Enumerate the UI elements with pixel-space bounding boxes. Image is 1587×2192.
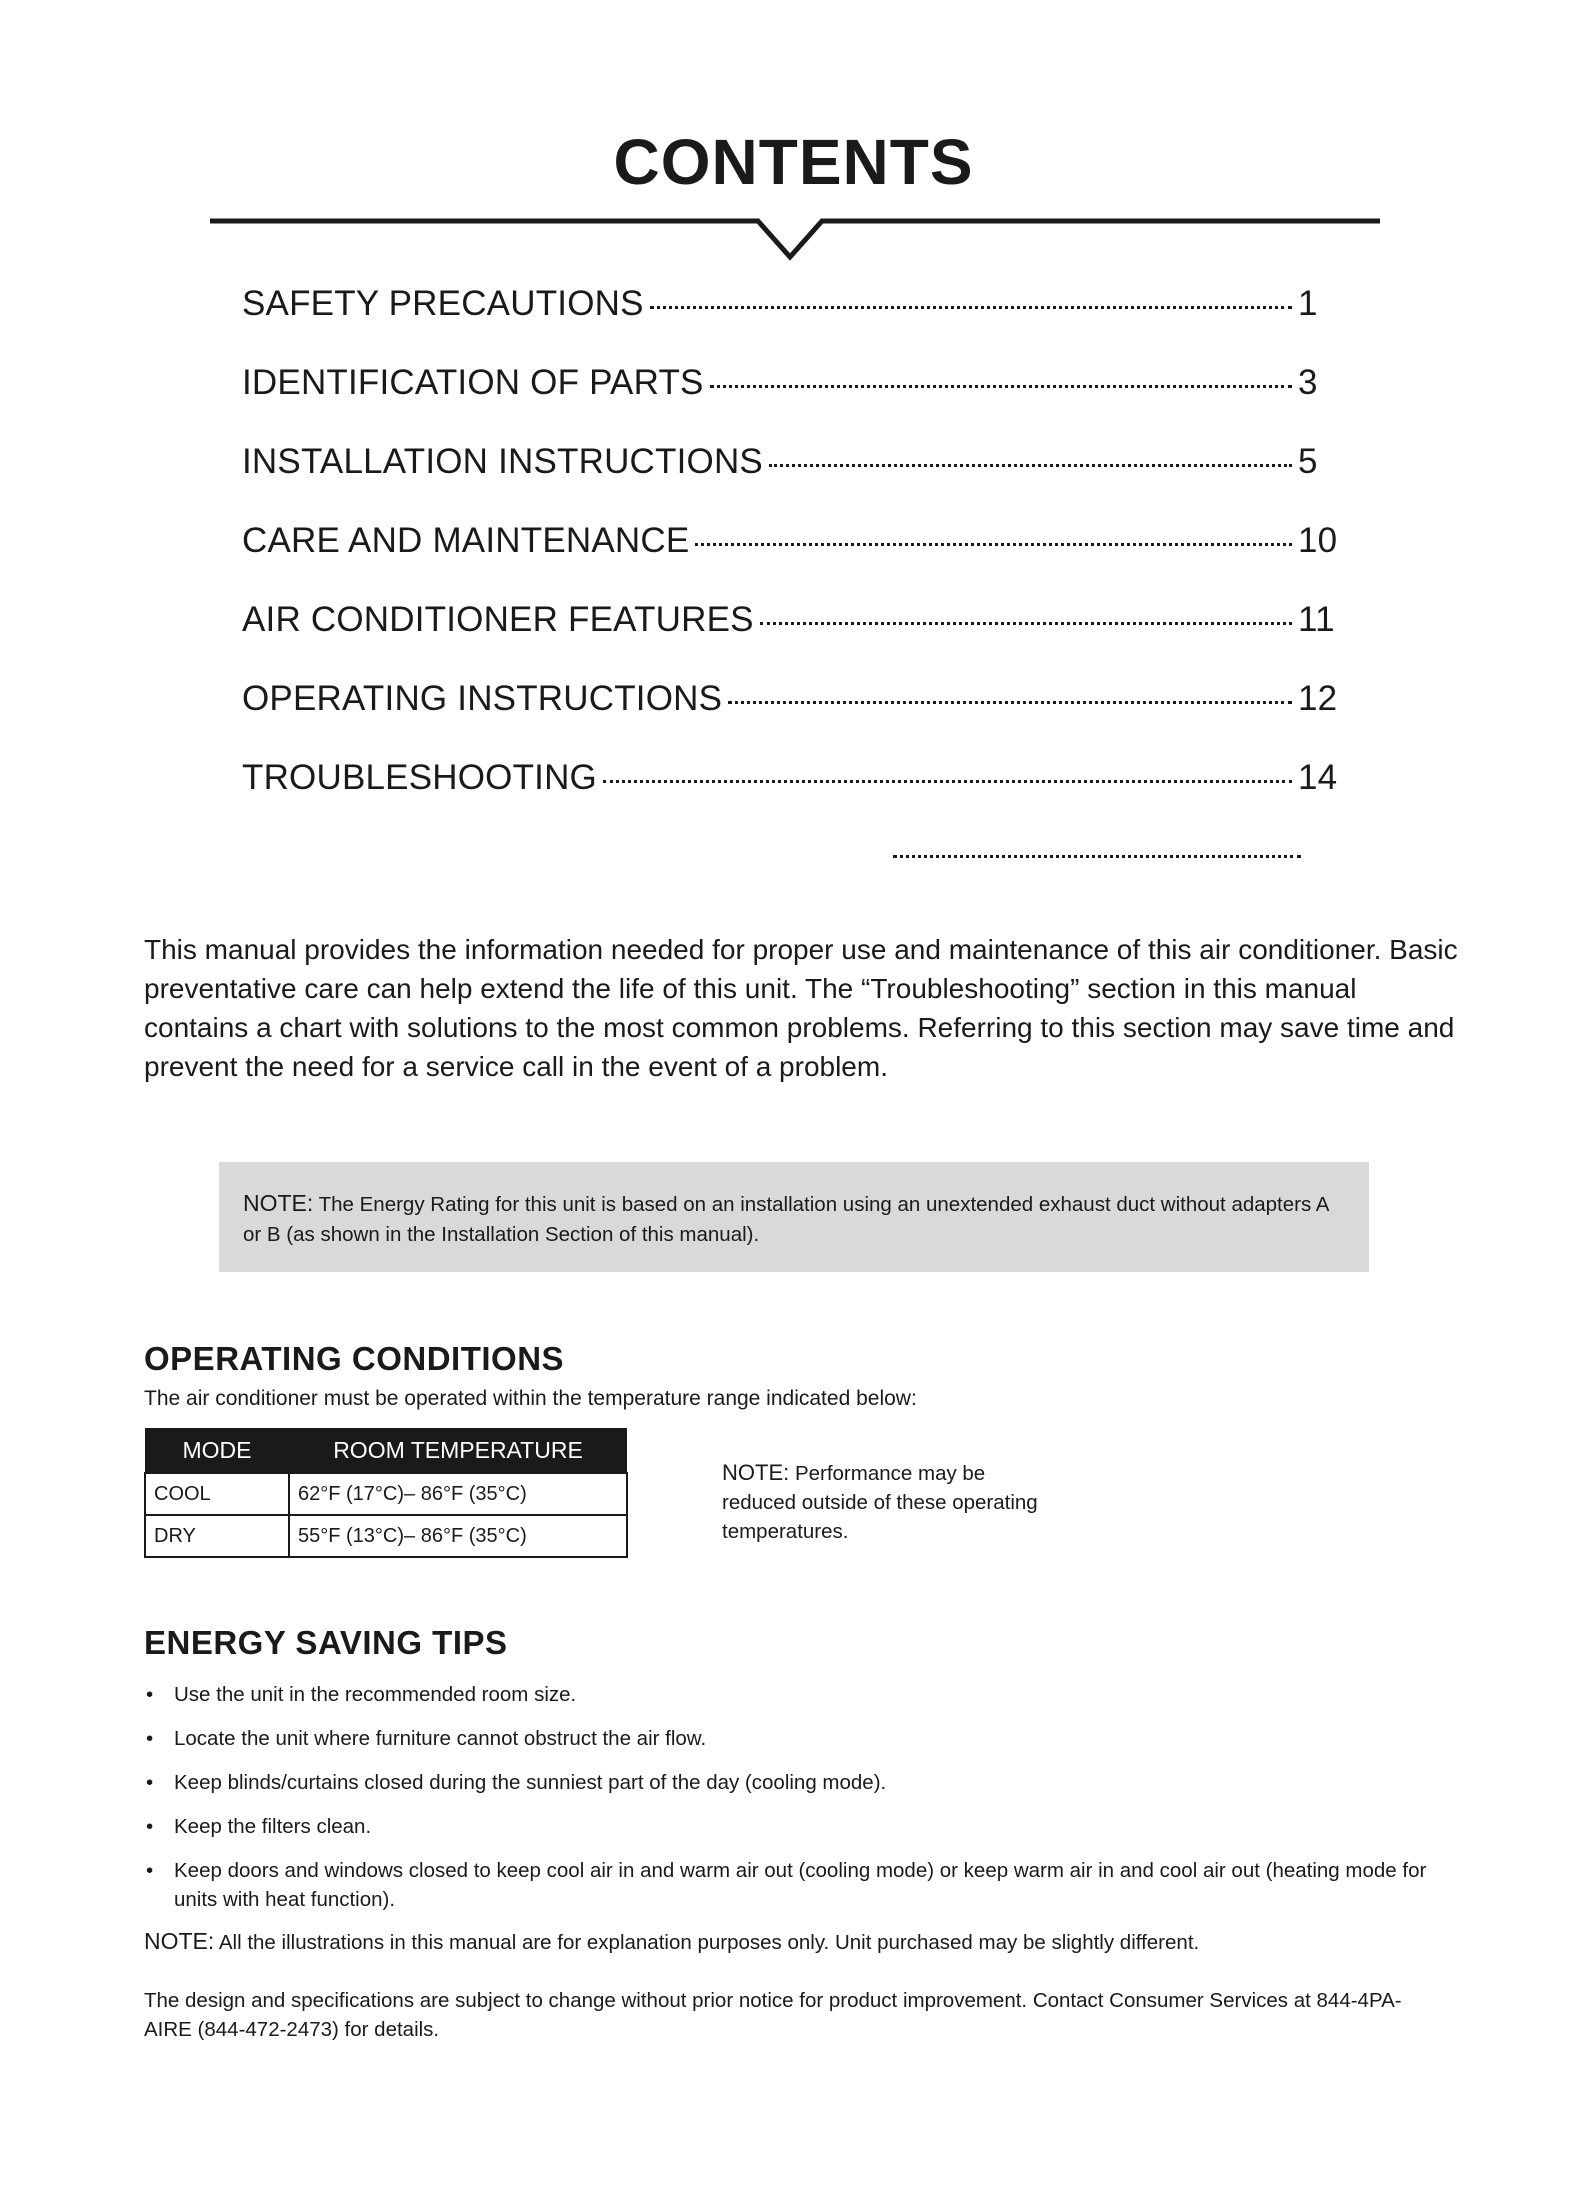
illustrations-note bbox=[144, 1928, 1444, 1955]
table-row bbox=[145, 1473, 627, 1515]
toc-entry-label: TROUBLESHOOTING bbox=[242, 758, 597, 797]
table-cell: 55°F (13°C)– 86°F (35°C) bbox=[289, 1515, 627, 1557]
toc-entry-label: INSTALLATION INSTRUCTIONS bbox=[242, 442, 763, 481]
toc-entry[interactable] bbox=[242, 363, 1342, 442]
page-title: CONTENTS bbox=[613, 126, 974, 198]
toc-entry[interactable] bbox=[242, 679, 1342, 758]
toc-entry-label: AIR CONDITIONER FEATURES bbox=[242, 600, 754, 639]
toc-leader-dots bbox=[769, 464, 1292, 467]
list-item bbox=[144, 1724, 1444, 1753]
toc-entry-page: 1 bbox=[1298, 284, 1318, 323]
table-of-contents bbox=[242, 284, 1342, 837]
toc-entry[interactable] bbox=[242, 521, 1342, 600]
toc-trailing-dots bbox=[893, 855, 1301, 858]
list-item-text: Keep blinds/curtains closed during the sunniest part of the day (cooling mode). bbox=[174, 1771, 887, 1794]
toc-entry-label: IDENTIFICATION OF PARTS bbox=[242, 363, 704, 402]
bullet-icon: • bbox=[146, 1683, 154, 1706]
table-cell: 62°F (17°C)– 86°F (35°C) bbox=[289, 1473, 627, 1515]
toc-entry-page: 11 bbox=[1298, 600, 1335, 639]
toc-entry-label: SAFETY PRECAUTIONS bbox=[242, 284, 644, 323]
table-row bbox=[145, 1515, 627, 1557]
bullet-icon: • bbox=[146, 1727, 154, 1750]
list-item bbox=[144, 1856, 1444, 1914]
toc-entry-page: 14 bbox=[1298, 758, 1338, 797]
toc-entry-label: OPERATING INSTRUCTIONS bbox=[242, 679, 723, 718]
title-divider bbox=[210, 213, 1380, 263]
toc-entry-page: 12 bbox=[1298, 679, 1338, 718]
toc-entry-page: 10 bbox=[1298, 521, 1338, 560]
table-header-row bbox=[145, 1428, 627, 1473]
operating-conditions-subtitle: The air conditioner must be operated within the temperature range indicated below: bbox=[144, 1387, 917, 1410]
list-item-text: Keep doors and windows closed to keep cool air in and warm air out (cooling mode) or keep warm air in and cool air out (heating mode for units with heat function). bbox=[174, 1859, 1427, 1911]
note-prefix: NOTE: bbox=[144, 1928, 215, 1954]
design-specifications-note: The design and specifications are subject to change without prior notice for product improvement. Contact Consumer Services at 844-4PA-AIRE (844-472-2473) for details. bbox=[144, 1989, 1402, 2041]
bullet-icon: • bbox=[146, 1859, 154, 1882]
energy-rating-note bbox=[219, 1162, 1369, 1272]
toc-entry[interactable] bbox=[242, 600, 1342, 679]
list-item-text: Keep the filters clean. bbox=[174, 1815, 372, 1838]
list-item-text: Use the unit in the recommended room size. bbox=[174, 1683, 577, 1706]
note-text: All the illustrations in this manual are for explanation purposes only. Unit purchased may be slightly different. bbox=[218, 1931, 1200, 1954]
toc-leader-dots bbox=[650, 306, 1292, 309]
intro-paragraph: This manual provides the information needed for proper use and maintenance of this air conditioner. Basic preventative care can help extend the life of this unit. The “Troubleshooting” section in this manual contains a chart with solutions to the most common problems. Referring to this section may save time and prevent the need for a service call in the event of a problem. bbox=[144, 934, 1458, 1082]
note-prefix: NOTE: bbox=[243, 1190, 314, 1216]
energy-tips-heading: ENERGY SAVING TIPS bbox=[144, 1624, 508, 1661]
toc-entry[interactable] bbox=[242, 758, 1342, 837]
toc-entry-label: CARE AND MAINTENANCE bbox=[242, 521, 690, 560]
operating-conditions-table bbox=[144, 1428, 628, 1558]
table-header-cell: MODE bbox=[145, 1428, 289, 1473]
table-cell: DRY bbox=[145, 1515, 289, 1557]
toc-entry-page: 3 bbox=[1298, 363, 1318, 402]
energy-tips-list bbox=[144, 1680, 1444, 1929]
list-item bbox=[144, 1812, 1444, 1841]
bullet-icon: • bbox=[146, 1815, 154, 1838]
list-item bbox=[144, 1768, 1444, 1797]
toc-leader-dots bbox=[695, 543, 1292, 546]
toc-leader-dots bbox=[728, 701, 1292, 704]
toc-leader-dots bbox=[760, 622, 1292, 625]
table-cell: COOL bbox=[145, 1473, 289, 1515]
list-item bbox=[144, 1680, 1444, 1709]
toc-leader-dots bbox=[710, 385, 1292, 388]
list-item-text: Locate the unit where furniture cannot obstruct the air flow. bbox=[174, 1727, 707, 1750]
toc-entry-page: 5 bbox=[1298, 442, 1318, 481]
note-prefix: NOTE: bbox=[722, 1460, 790, 1485]
toc-leader-dots bbox=[603, 780, 1292, 783]
note-text: The Energy Rating for this unit is based on an installation using an unextended exhaust duct without adapters A or B (as shown in the Installation Section of this manual). bbox=[243, 1193, 1329, 1246]
toc-entry[interactable] bbox=[242, 442, 1342, 521]
bullet-icon: • bbox=[146, 1771, 154, 1794]
toc-entry[interactable] bbox=[242, 284, 1342, 363]
table-header-cell: ROOM TEMPERATURE bbox=[289, 1428, 627, 1473]
operating-conditions-heading: OPERATING CONDITIONS bbox=[144, 1340, 565, 1377]
note-text: Performance may be reduced outside of these operating temperatures. bbox=[722, 1462, 1038, 1543]
performance-note bbox=[722, 1458, 1062, 1546]
